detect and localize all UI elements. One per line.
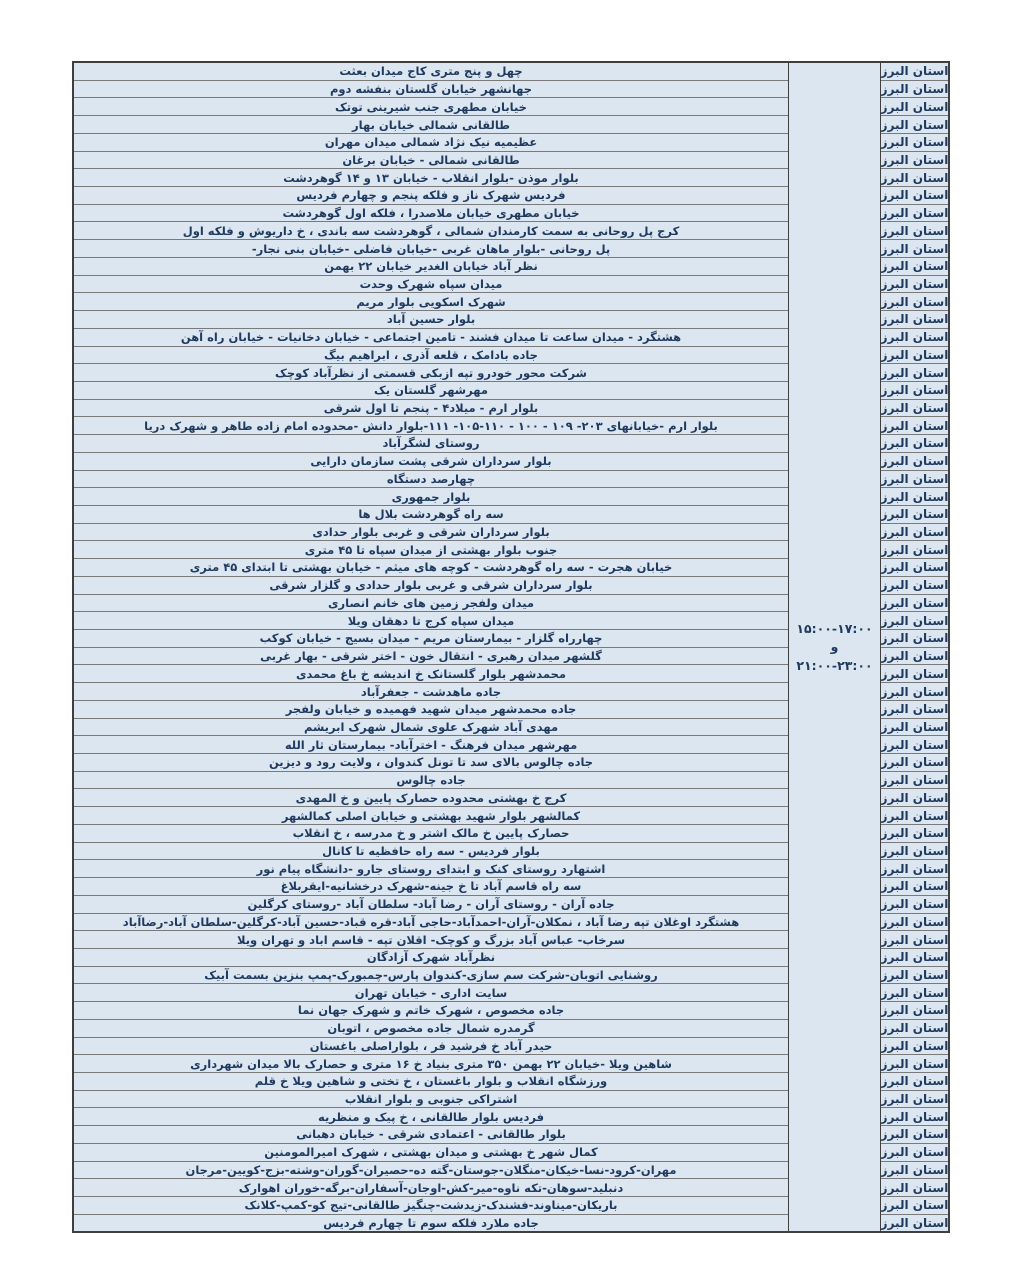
province-cell: استان البرز — [881, 276, 948, 294]
address-cell: باریکان-میناوند-فشندک-زیدشت-چنگیز طالقانی-تیج کو-کمپ-کلانک — [74, 1197, 788, 1215]
province-cell: استان البرز — [881, 116, 948, 134]
province-cell: استان البرز — [881, 169, 948, 187]
province-cell: استان البرز — [881, 1144, 948, 1162]
province-cell: استان البرز — [881, 754, 948, 772]
province-cell: استان البرز — [881, 860, 948, 878]
province-cell: استان البرز — [881, 364, 948, 382]
province-cell: استان البرز — [881, 98, 948, 116]
province-cell: استان البرز — [881, 1216, 948, 1231]
address-cell: جاده چالوس — [74, 772, 788, 790]
address-cell: بلوار ارم -خیابانهای ۲۰۳- ۱۰۹ - ۱۰۰ - ۱۱۰-۱۰۵- ۱۱۱-بلوار دانش -محدوده امام زاده طاهر و شهرک دریا — [74, 417, 788, 435]
address-cell: عظیمیه نیک نژاد شمالی میدان مهران — [74, 134, 788, 152]
address-cell: بلوار موذن -بلوار انقلاب - خیابان ۱۳ و ۱۴ گوهردشت — [74, 169, 788, 187]
address-cell: سه راه قاسم آباد تا خ جینه-شهرک درخشانیه-ایقربلاغ — [74, 878, 788, 896]
address-cell: فردیس بلوار طالقانی ، خ پیک و منظریه — [74, 1108, 788, 1126]
province-cell: استان البرز — [881, 736, 948, 754]
address-cell: بلوار سرداران شرقی پشت سازمان دارایی — [74, 453, 788, 471]
address-cell: جهانشهر خیابان گلستان بنفشه دوم — [74, 81, 788, 99]
address-cell: ورزشگاه انقلاب و بلوار باغستان ، خ تختی و شاهین ویلا خ قلم — [74, 1073, 788, 1091]
province-cell: استان البرز — [881, 878, 948, 896]
province-cell: استان البرز — [881, 63, 948, 81]
address-cell: کرج پل روحانی به سمت کارمندان شمالی ، گوهردشت سه باندی ، خ داریوش و فلکه اول — [74, 222, 788, 240]
address-cell: گلشهر میدان رهبری - انتقال خون - اختر شرقی - بهار غربی — [74, 648, 788, 666]
province-cell: استان البرز — [881, 931, 948, 949]
address-cell: جاده ملارد فلکه سوم تا چهارم فردیس — [323, 1216, 539, 1231]
province-cell: استان البرز — [881, 400, 948, 418]
time-column — [788, 63, 880, 1231]
province-cell: استان البرز — [881, 683, 948, 701]
province-cell: استان البرز — [881, 630, 948, 648]
province-cell: استان البرز — [881, 559, 948, 577]
address-cell: پل روحانی -بلوار ماهان غربی -خیابان فاضلی -خیابان بنی نجار- — [74, 240, 788, 258]
address-cell: چهل و پنج متری کاج میدان بعثت — [74, 63, 788, 81]
province-cell: استان البرز — [881, 949, 948, 967]
province-cell: استان البرز — [881, 665, 948, 683]
province-cell: استان البرز — [881, 595, 948, 613]
address-cell: شهرک اسکویی بلوار مریم — [74, 293, 788, 311]
address-cell: روشنایی اتوبان-شرکت سم سازی-کندوان پارس-چمبورک-پمپ بنزین بسمت آبیک — [74, 967, 788, 985]
province-column — [880, 63, 948, 1231]
address-cell: هشتگرد اوغلان تپه رضا آباد ، نمکلان-آران-احمدآباد-حاجی آباد-قره قباد-حسین آباد-کرگلین-سلطان آباد-رضاآباد — [74, 914, 788, 932]
address-cell: چهارراه گلزار - بیمارستان مریم - میدان بسیج - خیابان کوکب — [74, 630, 788, 648]
address-cell: محمدشهر بلوار گلستانک خ اندیشه خ باغ محمدی — [74, 665, 788, 683]
province-cell: استان البرز — [881, 612, 948, 630]
province-cell: استان البرز — [881, 914, 948, 932]
province-cell: استان البرز — [881, 541, 948, 559]
address-cell: سایت اداری - خیابان تهران — [74, 984, 788, 1002]
address-cell: جنوب بلوار بهشتی از میدان سپاه تا ۴۵ متری — [74, 541, 788, 559]
province-cell: استان البرز — [881, 382, 948, 400]
address-cell: کمال شهر خ بهشتی و میدان بهشتی ، شهرک امیرالمومنین — [74, 1144, 788, 1162]
address-cell: خیابان مطهری جنب شیرینی توتک — [74, 98, 788, 116]
address-cell: بلوار ارم - میلاد۴ - پنجم تا اول شرقی — [74, 400, 788, 418]
province-cell: استان البرز — [881, 984, 948, 1002]
province-cell: استان البرز — [881, 453, 948, 471]
address-cell: میدان سپاه شهرک وحدت — [74, 276, 788, 294]
province-cell: استان البرز — [881, 648, 948, 666]
address-cell: مهدی آباد شهرک علوی شمال شهرک ابریشم — [74, 719, 788, 737]
address-cell: هشتگرد - میدان ساعت تا میدان فشند - تامین اجتماعی - خیابان دخانیات - خیابان راه آهن — [74, 329, 788, 347]
address-cell: بلوار طالقانی - اعتمادی شرقی - خیابان دهبانی — [74, 1126, 788, 1144]
address-cell: جاده بادامک ، قلعه آذری ، ابراهیم بیگ — [74, 347, 788, 365]
address-cell: دنبلید-سوهان-تکه ناوه-میر-کش-اوجان-آسفاران-برگه-خوران اهوارک — [74, 1179, 788, 1197]
address-cell: نظر آباد خیابان الغدیر خیابان ۲۲ بهمن — [74, 258, 788, 276]
province-cell: استان البرز — [881, 1108, 948, 1126]
address-cell: جاده چالوس بالای سد تا تونل کندوان ، ولایت رود و دیزین — [74, 754, 788, 772]
province-cell: استان البرز — [881, 347, 948, 365]
province-cell: استان البرز — [881, 81, 948, 99]
address-cell: بلوار فردیس - سه راه حافظیه تا کانال — [74, 843, 788, 861]
address-cell: کرج خ بهشتی محدوده حصارک پایین و خ المهدی — [74, 789, 788, 807]
address-cell: فردیس شهرک ناز و فلکه پنجم و چهارم فردیس — [74, 187, 788, 205]
address-cell: روستای لشگرآباد — [74, 435, 788, 453]
province-cell: استان البرز — [881, 1055, 948, 1073]
address-cell: چهارصد دستگاه — [74, 471, 788, 489]
province-cell: استان البرز — [881, 524, 948, 542]
province-cell: استان البرز — [881, 1126, 948, 1144]
address-cell: بلوار سرداران شرقی و غربی بلوار حدادی و گلزار شرقی — [74, 577, 788, 595]
province-cell: استان البرز — [881, 701, 948, 719]
address-cell: اشتراکی جنوبی و بلوار انقلاب — [74, 1091, 788, 1109]
address-cell: بلوار جمهوری — [74, 488, 788, 506]
province-cell: استان البرز — [881, 488, 948, 506]
province-cell: استان البرز — [881, 1073, 948, 1091]
province-cell: استان البرز — [881, 967, 948, 985]
province-cell: استان البرز — [881, 222, 948, 240]
province-cell: استان البرز — [881, 152, 948, 170]
address-cell: سه راه گوهردشت بلال ها — [74, 506, 788, 524]
address-cell: بلوار حسین آباد — [74, 311, 788, 329]
province-cell: استان البرز — [881, 1091, 948, 1109]
province-cell: استان البرز — [881, 134, 948, 152]
address-cell: شاهین ویلا -خیابان ۲۲ بهمن ۳۵۰ متری بنیاد خ ۱۶ متری و حصارک بالا میدان شهرداری — [74, 1055, 788, 1073]
province-cell: استان البرز — [881, 417, 948, 435]
province-cell: استان البرز — [881, 187, 948, 205]
province-cell: استان البرز — [881, 311, 948, 329]
province-cell: استان البرز — [881, 1179, 948, 1197]
address-cell: جاده محمدشهر میدان شهید فهمیده و خیابان ولفجر — [74, 701, 788, 719]
address-column — [74, 63, 788, 1231]
province-cell: استان البرز — [881, 896, 948, 914]
address-cell: اشتهارد روستای کنک و ابتدای روستای جارو -دانشگاه پیام نور — [74, 860, 788, 878]
province-cell: استان البرز — [881, 772, 948, 790]
time-range-2: ۲۱:۰۰-۲۳:۰۰ — [796, 657, 873, 673]
address-cell: مهران-کرود-نسا-خیکان-منگلان-جوستان-گته ده-حصیران-گوران-وشته-بزج-کویین-مرجان — [74, 1162, 788, 1180]
province-cell: استان البرز — [881, 1197, 948, 1215]
address-cell: میدان سپاه کرج تا دهقان ویلا — [74, 612, 788, 630]
province-cell: استان البرز — [881, 843, 948, 861]
province-cell: استان البرز — [881, 435, 948, 453]
outage-schedule-table — [72, 61, 950, 1233]
province-cell: استان البرز — [881, 1038, 948, 1056]
address-cell: حیدر آباد خ فرشید فر ، بلواراصلی باغستان — [74, 1038, 788, 1056]
province-cell: استان البرز — [881, 293, 948, 311]
address-cell: شرکت محور خودرو تپه ازبکی قسمتی از نظرآباد کوچک — [74, 364, 788, 382]
province-cell: استان البرز — [881, 825, 948, 843]
province-cell: استان البرز — [881, 719, 948, 737]
address-cell: بلوار سرداران شرقی و غربی بلوار حدادی — [74, 524, 788, 542]
address-cell: طالقانی شمالی خیابان بهار — [74, 116, 788, 134]
province-cell: استان البرز — [881, 1020, 948, 1038]
address-cell: جاده مخصوص ، شهرک خاتم و شهرک جهان نما — [74, 1002, 788, 1020]
province-cell: استان البرز — [881, 506, 948, 524]
province-cell: استان البرز — [881, 471, 948, 489]
address-cell: میدان ولفجر زمین های خانم انصاری — [74, 595, 788, 613]
address-cell: جاده ماهدشت - جعفرآباد — [74, 683, 788, 701]
address-cell: مهرشهر میدان فرهنگ - اخترآباد- بیمارستان ثار الله — [74, 736, 788, 754]
address-cell: گرمدره شمال جاده مخصوص ، اتوبان — [74, 1020, 788, 1038]
address-cell: مهرشهر گلستان یک — [74, 382, 788, 400]
address-cell: سرخاب- عباس آباد بزرگ و کوچک- اقلان تپه - قاسم اباد و تهران ویلا — [74, 931, 788, 949]
address-cell: خیابان هجرت - سه راه گوهردشت - کوچه های میثم - خیابان بهشتی تا ابتدای ۴۵ متری — [74, 559, 788, 577]
address-cell: جاده آران - روستای آران - رضا آباد- سلطان آباد -روستای کرگلین — [74, 896, 788, 914]
province-cell: استان البرز — [881, 577, 948, 595]
address-cell: حصارک پایین خ مالک اشتر و خ مدرسه ، خ انقلاب — [74, 825, 788, 843]
province-cell: استان البرز — [881, 1162, 948, 1180]
address-cell: طالقانی شمالی - خیابان برغان — [74, 152, 788, 170]
province-cell: استان البرز — [881, 1002, 948, 1020]
province-cell: استان البرز — [881, 807, 948, 825]
province-cell: استان البرز — [881, 205, 948, 223]
time-range-1: ۱۵:۰۰-۱۷:۰۰ — [796, 620, 873, 636]
address-cell: نظرآباد شهرک آزادگان — [74, 949, 788, 967]
address-cell: کمالشهر بلوار شهید بهشتی و خیابان اصلی کمالشهر — [74, 807, 788, 825]
time-conjunction: و — [830, 639, 839, 655]
address-cell: خیابان مطهری خیابان ملاصدرا ، فلکه اول گوهردشت — [74, 205, 788, 223]
province-cell: استان البرز — [881, 240, 948, 258]
province-cell: استان البرز — [881, 258, 948, 276]
province-cell: استان البرز — [881, 329, 948, 347]
province-cell: استان البرز — [881, 789, 948, 807]
